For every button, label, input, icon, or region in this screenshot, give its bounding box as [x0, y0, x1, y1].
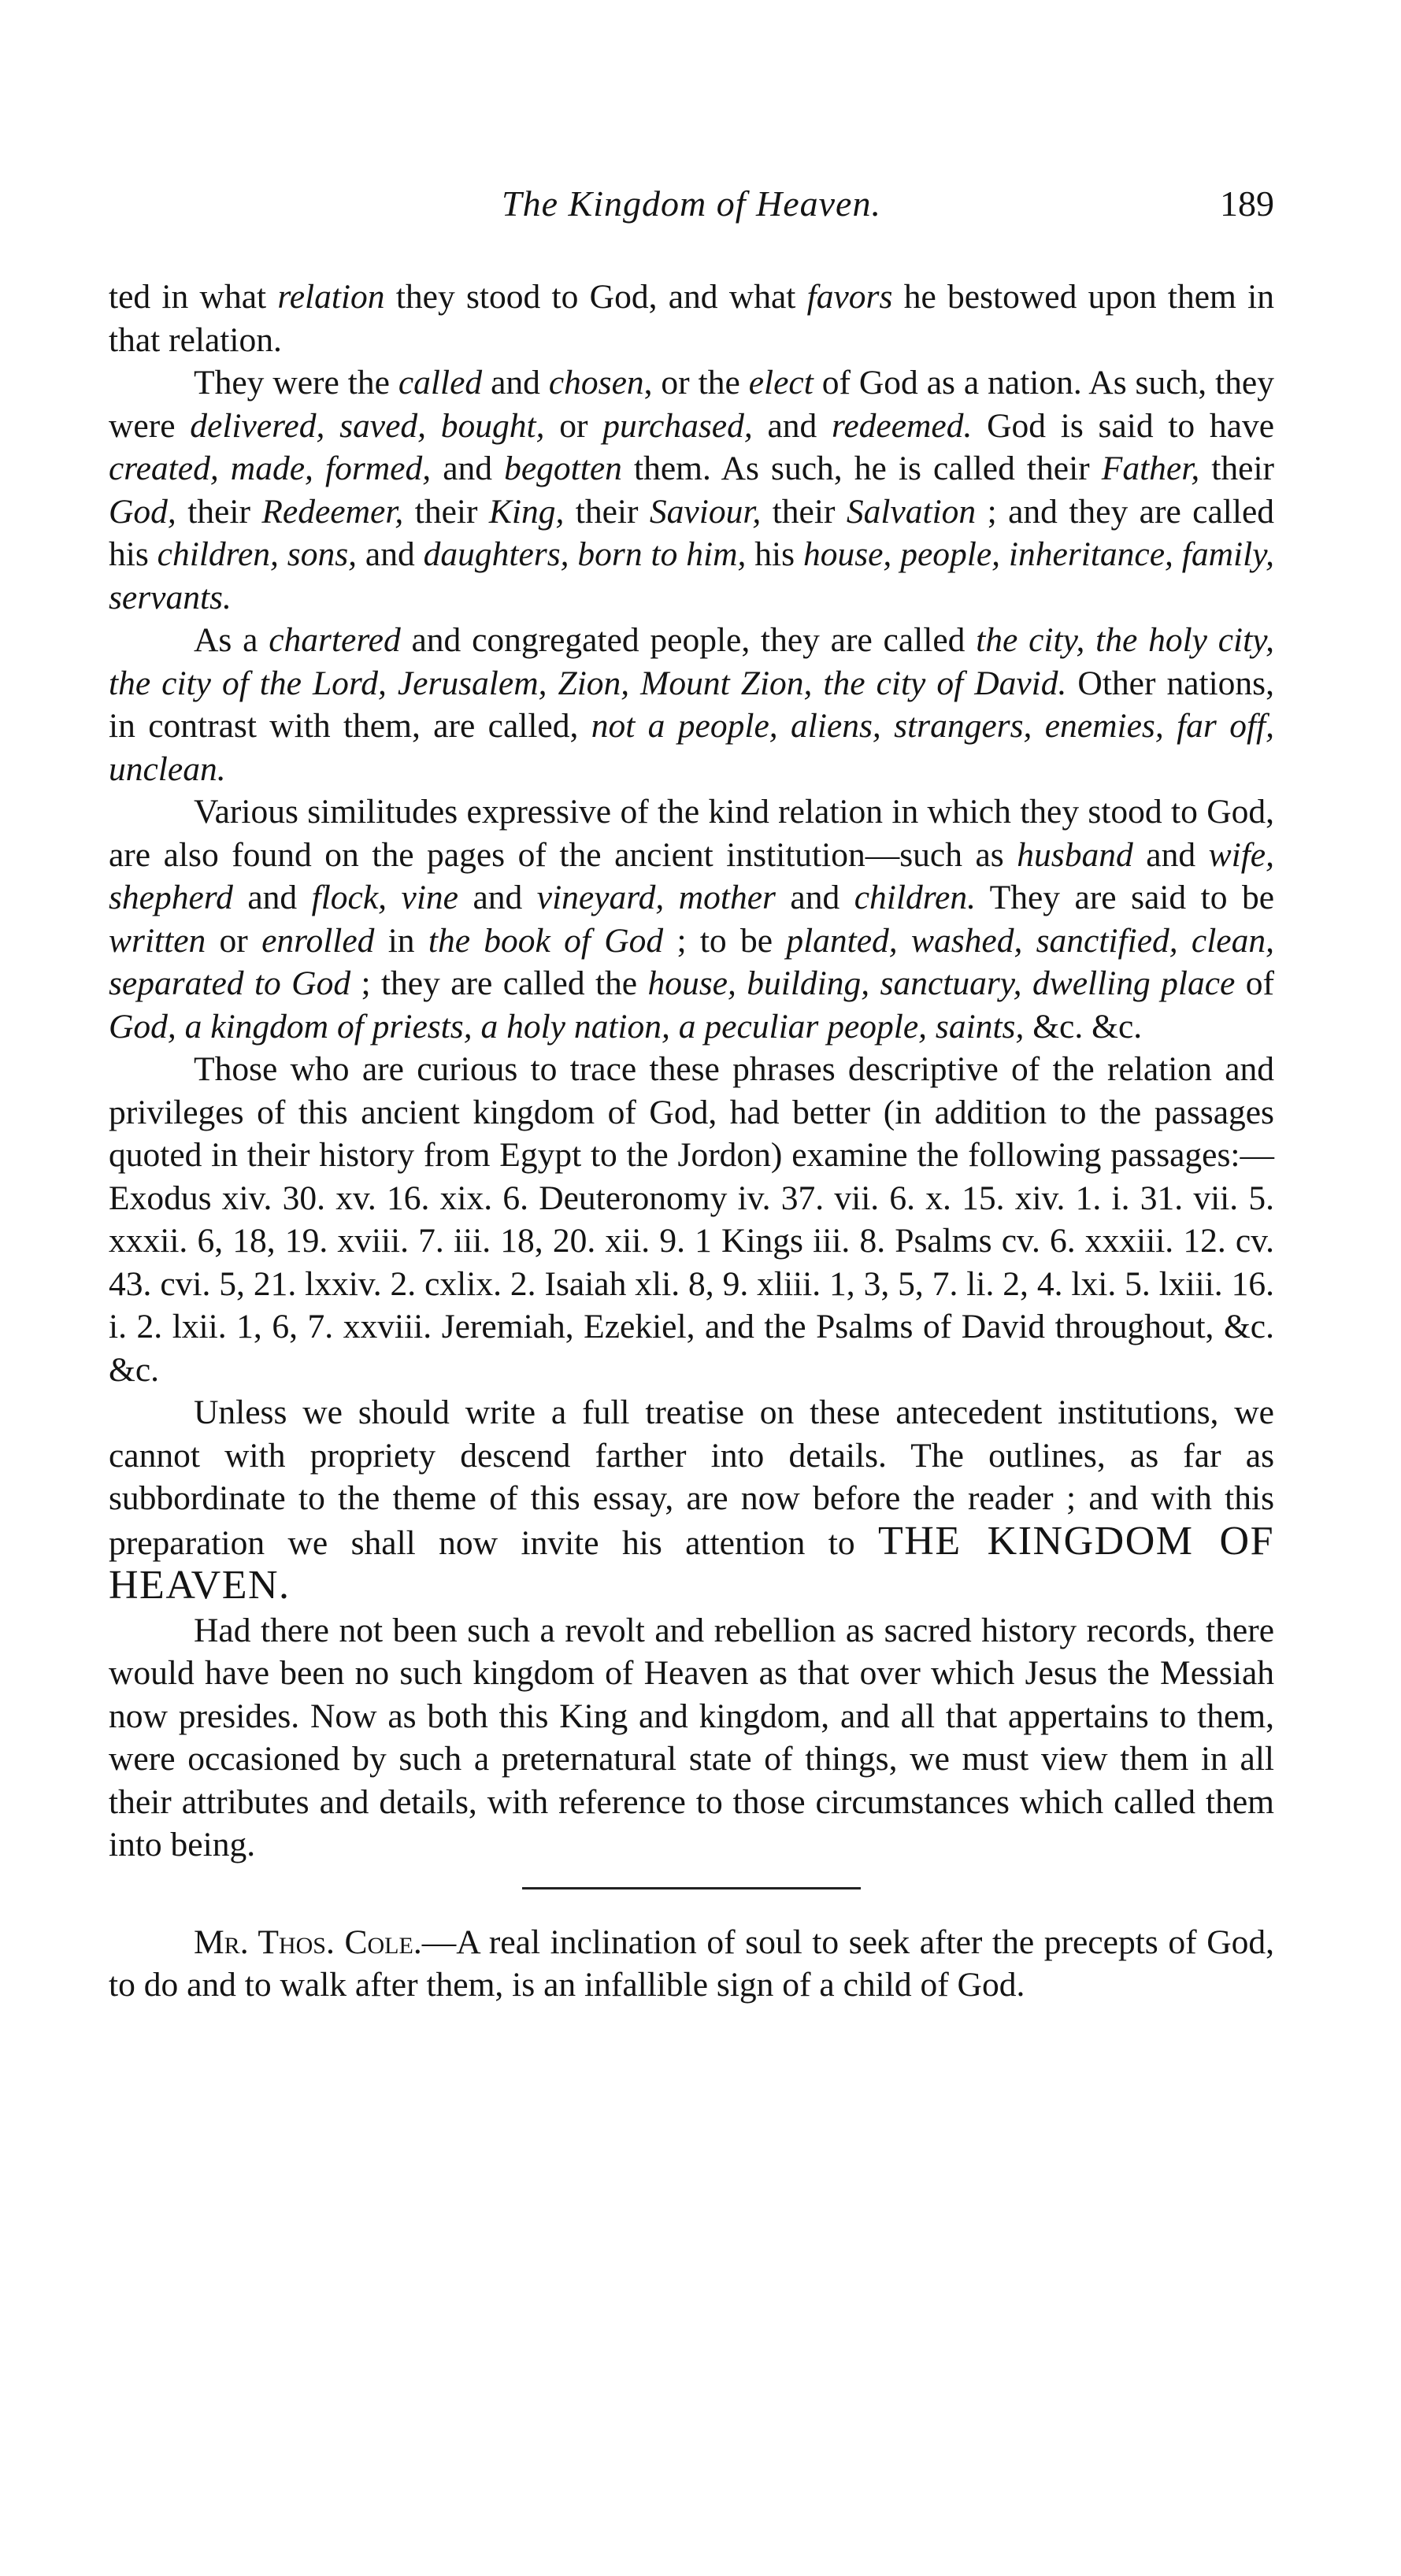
text-run: Various similitudes expressive of the kind relation in which they stood to God, are also found on the pages of the ancient institution—such as	[109, 793, 1274, 874]
text-run: and	[431, 450, 505, 487]
text-run: and	[1132, 835, 1209, 874]
italic-phrase: planted, washed, sanctified, clean, separated to God	[109, 921, 1274, 1002]
italic-phrase: redeemed.	[832, 406, 973, 445]
italic-phrase: created, made, formed,	[109, 450, 432, 487]
italic-phrase: God, a kingdom of priests, a holy nation, a peculiar people, saints,	[109, 1007, 1025, 1046]
text-run: and	[458, 879, 537, 916]
text-run: of God as a nation. As such, they were	[109, 364, 1274, 445]
italic-phrase: children, sons,	[157, 535, 358, 573]
italic-phrase: written	[109, 921, 206, 960]
text-run: They are said to be	[975, 879, 1275, 916]
paragraph-continued	[109, 276, 1274, 361]
italic-phrase: enrolled	[261, 921, 375, 960]
paragraph-chartered-people	[109, 619, 1274, 790]
text-run: in	[374, 921, 428, 960]
page-body	[109, 276, 1274, 2007]
text-run: ; and they are called his	[109, 492, 1275, 573]
italic-phrase: daughters, born to him,	[423, 535, 747, 573]
italic-phrase: the city, the holy city, the city of the Lord, Jerusalem, Zion, Mount Zion, the city of David.	[109, 621, 1274, 702]
paragraph-revolt-and-rebellion	[109, 1609, 1274, 1867]
text-run: —A real inclination of soul to seek after the precepts of God, to do and to walk after them, is an infallible sign of a child of God.	[109, 1923, 1274, 2004]
italic-phrase: children.	[854, 879, 976, 916]
text-run: and	[752, 406, 832, 445]
text-run: , or the	[643, 364, 749, 402]
italic-phrase: King,	[488, 492, 565, 531]
quotation-author: Mr. Thos. Cole.	[194, 1923, 422, 1961]
kingdom-of-heaven-heading: THE KINGDOM OF HEAVEN.	[109, 1518, 1274, 1608]
text-run: or	[544, 406, 603, 445]
italic-phrase: husband	[1017, 835, 1133, 874]
italic-phrase: called	[398, 364, 483, 402]
text-run: ; they are called the	[350, 964, 648, 1002]
page-number: 189	[1220, 183, 1274, 224]
text-run: Other nations, in contrast with them, are called,	[109, 664, 1274, 745]
italic-phrase: house, people, inheritance, family, servants.	[109, 535, 1275, 616]
text-run: As a	[194, 621, 269, 659]
italic-phrase: begotten	[504, 450, 622, 487]
text-run: their	[761, 492, 847, 531]
italic-phrase: chosen	[548, 364, 644, 402]
text-run: ; to be	[663, 921, 787, 960]
italic-phrase: favors	[806, 278, 893, 316]
italic-phrase: Saviour,	[649, 492, 762, 531]
text-run: Those who are curious to trace these phrases descriptive of the relation and privileges of this ancient kingdom of God, had better (in addition to the passages quoted in their history from Egypt to the Jordon) examine the following passages:— Exodus xiv. 30. xv. 16. xix. 6. Deuteronomy iv. 37. vii. 6. x. 15. xiv. 1. i. 31. vii. 5. xxxii. 6, 18, 19. xviii. 7. iii. 18, 20. xii. 9. 1 Kings iii. 8. Psalms cv. 6. xxxiii. 12. cv. 43. cvi. 5, 21. lxxiv. 2. cxlix. 2. Isaiah xli. 8, 9. xliii. 1, 3, 5, 7. li. 2, 4. lxi. 5. lxiii. 16. i. 2. lxii. 1, 6, 7. xxviii. Jeremiah, Ezekiel, and the Psalms of David throughout, &c. &c.	[109, 1050, 1274, 1389]
paragraph-called-and-chosen	[109, 361, 1274, 619]
italic-phrase: chartered	[269, 621, 401, 659]
text-run: Unless we should write a full treatise on these antecedent institutions, we cannot with propriety descend farther into details. The outlines, as far as subbordinate to the theme of this essay, are now before the reader ; and with this preparation we shall now invite his attention to	[109, 1393, 1274, 1562]
italic-phrase: wife, shepherd	[109, 835, 1274, 916]
text-run: and congregated people, they are called	[400, 621, 977, 659]
text-run: his	[746, 535, 803, 573]
italic-phrase: house, building, sanctuary, dwelling place	[647, 964, 1236, 1002]
running-title: The Kingdom of Heaven.	[502, 183, 881, 224]
text-run: of	[1235, 964, 1274, 1002]
italic-phrase: Salvation	[846, 492, 977, 531]
text-run: their	[176, 492, 262, 531]
italic-phrase: purchased,	[602, 406, 753, 445]
text-run: he bestowed upon them in that relation.	[109, 278, 1274, 359]
text-run: they stood to God, and what	[384, 278, 807, 316]
italic-phrase: the book of God	[428, 921, 664, 960]
text-run: or	[206, 921, 262, 960]
italic-phrase: flock, vine	[311, 879, 458, 916]
text-run: &c. &c.	[1024, 1007, 1143, 1046]
paragraph-quotation-thos-cole	[109, 1921, 1274, 2007]
text-run: and	[482, 364, 549, 402]
italic-phrase: relation	[277, 278, 385, 316]
text-run: Had there not been such a revolt and rebellion as sacred history records, there would have been no such kingdom of Heaven as that over which Jesus the Messiah now presides. Now as both this King and kingdom, and all that appertains to them, were occasioned by such a preternatural state of things, we must view them in all their attributes and details, with reference to those circumstances which called them into being.	[109, 1611, 1274, 1864]
text-run: ted in what	[109, 278, 278, 316]
paragraph-similitudes	[109, 790, 1274, 1048]
italic-phrase: delivered, saved, bought,	[190, 406, 545, 445]
italic-phrase: God,	[109, 492, 176, 531]
text-run: and	[232, 879, 312, 916]
paragraph-antecedent-institutions	[109, 1391, 1274, 1609]
italic-phrase: elect	[748, 364, 814, 402]
italic-phrase: Redeemer,	[261, 492, 404, 531]
text-run: their	[564, 492, 650, 531]
page-header	[109, 183, 1274, 238]
italic-phrase: not a people, aliens, strangers, enemies, far off, unclean.	[109, 707, 1274, 788]
text-run: their	[1199, 450, 1275, 487]
text-run: and	[775, 879, 854, 916]
italic-phrase: vineyard, mother	[536, 879, 776, 916]
section-divider	[522, 1887, 861, 1889]
text-run: They were the	[194, 364, 398, 402]
paragraph-scripture-passages	[109, 1048, 1274, 1391]
text-run: their	[403, 492, 489, 531]
text-run: and	[357, 535, 424, 573]
text-run: God is said to have	[972, 406, 1275, 445]
italic-phrase: Father,	[1101, 450, 1200, 487]
text-run: them. As such, he is called their	[621, 450, 1102, 487]
